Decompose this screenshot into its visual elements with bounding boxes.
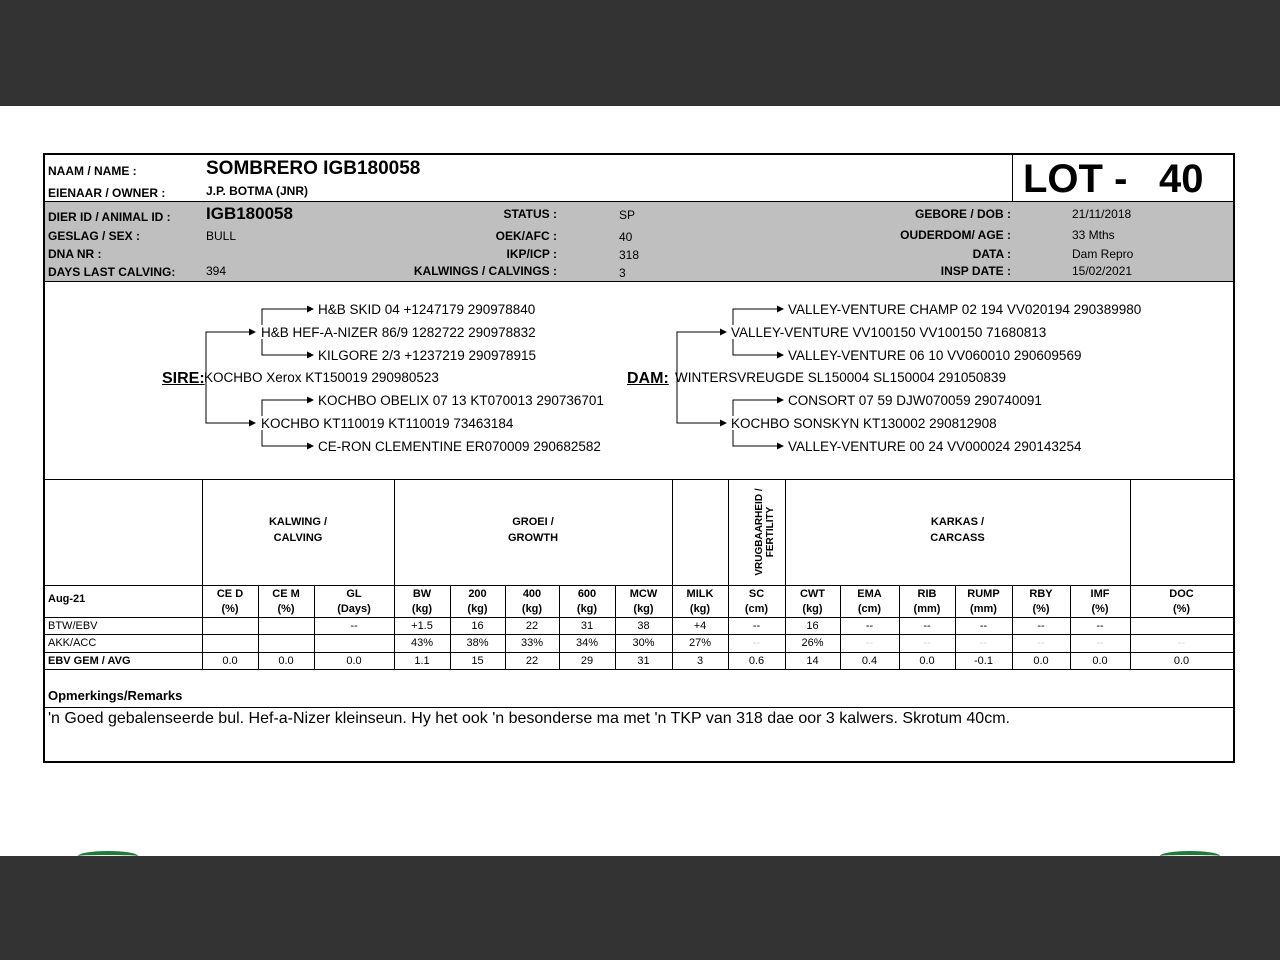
table-cell: -- xyxy=(1096,637,1104,649)
logo-arc-left xyxy=(78,851,138,861)
dam-dam-name: KOCHBO SONSKYN KT130002 290812908 xyxy=(731,416,997,431)
group-fertility-line-1: VRUGBAARHEID / xyxy=(754,488,765,576)
table-cell: -- xyxy=(350,620,358,632)
table-cell: 3 xyxy=(696,655,704,667)
table-cell: -- xyxy=(865,620,874,632)
column-header-ce-d xyxy=(202,587,258,617)
table-cell: 31 xyxy=(637,655,650,667)
sire-dam-sire-name: KOCHBO OBELIX 07 13 KT070013 290736701 xyxy=(318,393,604,408)
column-unit: (%) xyxy=(1091,603,1109,615)
table-cell: 43% xyxy=(410,637,434,649)
dam-dam-sire-name: CONSORT 07 59 DJW070059 290740091 xyxy=(788,393,1042,408)
column-header-bw xyxy=(394,587,450,617)
table-cell: 0.0 xyxy=(1173,655,1190,667)
group-fertility-header xyxy=(754,486,776,578)
period-label: Aug-21 xyxy=(48,593,86,605)
remarks-divider xyxy=(45,707,1233,708)
table-cell: 29 xyxy=(580,655,594,667)
column-unit: (%) xyxy=(221,603,239,615)
top-dark-bar xyxy=(0,0,1280,106)
column-unit: (kg) xyxy=(521,603,543,615)
column-name: IMF xyxy=(1090,588,1110,600)
table-cell: 22 xyxy=(525,655,539,667)
logo-arc-right xyxy=(1160,851,1220,861)
sex-label: GESLAG / SEX : xyxy=(48,229,141,243)
table-cell: 0.6 xyxy=(748,655,765,667)
animal-info-band xyxy=(45,202,1233,282)
group-carcass-header xyxy=(785,514,1130,546)
column-header-rib xyxy=(899,587,955,617)
column-unit: (%) xyxy=(277,603,295,615)
calvings-label: KALWINGS / CALVINGS : xyxy=(413,264,557,278)
column-header-milk xyxy=(672,587,728,617)
table-cell: -- xyxy=(752,620,761,632)
dam-sire-name: VALLEY-VENTURE VV100150 VV100150 71680813 xyxy=(731,325,1047,340)
column-header-sc xyxy=(728,587,785,617)
dob-value: 21/11/2018 xyxy=(1072,207,1132,221)
table-cell: -- xyxy=(979,637,988,649)
ebv-table xyxy=(45,480,1233,670)
table-cell: 0.4 xyxy=(861,655,878,667)
dam-name: WINTERSVREUGDE SL150004 SL150004 291050839 xyxy=(675,370,1006,385)
column-unit: (%) xyxy=(1032,603,1050,615)
column-name: CE D xyxy=(216,588,244,600)
dna-label: DNA NR : xyxy=(48,247,102,261)
column-header-cwt xyxy=(785,587,840,617)
column-unit: (mm) xyxy=(913,603,941,615)
age-value: 33 Mths xyxy=(1072,228,1115,242)
column-unit: (kg) xyxy=(802,603,823,615)
column-name: RUMP xyxy=(967,588,1000,600)
group-fertility-line-2: FERTILITY xyxy=(765,506,776,558)
owner-value: J.P. BOTMA (JNR) xyxy=(206,184,309,198)
bottom-dark-bar xyxy=(0,856,1280,960)
column-name: RIB xyxy=(917,588,937,600)
table-cell: 0.0 xyxy=(1092,655,1108,667)
table-cell: -- xyxy=(923,620,931,632)
dob-label: GEBORE / DOB : xyxy=(914,207,1011,221)
sire-dam-name: KOCHBO KT110019 KT110019 73463184 xyxy=(261,416,514,431)
column-header-gl xyxy=(314,587,394,617)
group-growth-line-1: GROEI / xyxy=(512,516,554,528)
age-label: OUDERDOM/ AGE : xyxy=(900,228,1011,242)
column-name: DOC xyxy=(1169,588,1194,600)
group-calving-line-2: CALVING xyxy=(273,532,323,544)
column-header-400 xyxy=(505,587,559,617)
remarks-text: 'n Goed gebalenseerde bul. Hef-a-Nizer kleinseun. Hy het ook 'n besonderse ma met 'n TKP van 318 dae oor 3 kalwers. Skrotum 40cm. xyxy=(48,710,1010,727)
table-cell: 22 xyxy=(525,620,539,632)
dam-sire-dam-name: VALLEY-VENTURE 06 10 VV060010 290609569 xyxy=(788,348,1082,363)
table-cell: -- xyxy=(979,620,988,632)
column-header-imf xyxy=(1070,587,1130,617)
name-label: NAAM / NAME : xyxy=(48,164,137,178)
insp-date-label: INSP DATE : xyxy=(940,264,1011,278)
table-cell: 31 xyxy=(580,620,594,632)
column-header-rby xyxy=(1012,587,1070,617)
column-name: 600 xyxy=(577,588,597,600)
column-name: 400 xyxy=(522,588,542,600)
lot-label: LOT - xyxy=(1023,157,1128,201)
table-cell: 0.0 xyxy=(919,655,935,667)
column-header-ce-m xyxy=(258,587,314,617)
column-header-mcw xyxy=(615,587,672,617)
pedigree-section xyxy=(45,282,1233,480)
lot-card xyxy=(43,153,1235,763)
card-header xyxy=(45,155,1233,202)
column-name: SC xyxy=(748,588,765,600)
column-name: 200 xyxy=(468,588,487,600)
column-unit: (kg) xyxy=(633,603,654,615)
animal-id-label: DIER ID / ANIMAL ID : xyxy=(48,210,171,224)
column-name: CE M xyxy=(272,588,300,600)
column-unit: (Days) xyxy=(337,603,371,615)
status-label: STATUS : xyxy=(503,207,557,221)
column-unit: (mm) xyxy=(970,603,997,615)
icp-label: IKP/ICP : xyxy=(506,247,557,261)
table-cell: 0.0 xyxy=(346,655,362,667)
table-cell: 30% xyxy=(632,637,655,649)
dam-sire-sire-name: VALLEY-VENTURE CHAMP 02 194 VV020194 290389980 xyxy=(788,302,1142,317)
table-cell: 0.0 xyxy=(278,655,294,667)
table-hline xyxy=(45,585,1233,586)
group-growth-header xyxy=(394,514,672,546)
column-header-600 xyxy=(559,587,615,617)
column-header-rump xyxy=(955,587,1012,617)
column-name: BW xyxy=(412,588,432,600)
table-cell: -- xyxy=(752,637,761,649)
column-header-doc xyxy=(1130,587,1233,617)
group-growth-line-2: GROWTH xyxy=(507,532,559,544)
group-calving-line-1: KALWING / xyxy=(268,516,328,528)
days-last-calving-value: 394 xyxy=(206,264,227,278)
sire-name: KOCHBO Xerox KT150019 290980523 xyxy=(204,370,439,385)
table-cell: -- xyxy=(1037,620,1045,632)
table-cell: 16 xyxy=(471,620,484,632)
group-calving-header xyxy=(202,514,394,546)
column-unit: (kg) xyxy=(576,603,598,615)
sire-sire-sire-name: H&B SKID 04 +1247179 290978840 xyxy=(318,302,536,317)
animal-id-value: IGB180058 xyxy=(206,204,293,223)
sire-sire-dam-name: KILGORE 2/3 +1237219 290978915 xyxy=(318,348,537,363)
column-name: EMA xyxy=(857,588,882,600)
table-cell: +1.5 xyxy=(411,620,433,632)
sire-label: SIRE: xyxy=(162,370,205,387)
column-unit: (cm) xyxy=(857,603,882,615)
column-unit: (kg) xyxy=(689,603,711,615)
owner-label: EIENAAR / OWNER : xyxy=(48,186,166,200)
table-cell: 34% xyxy=(575,637,599,649)
table-cell: -- xyxy=(1037,637,1045,649)
table-cell: -0.1 xyxy=(974,655,993,667)
group-carcass-line-1: KARKAS / xyxy=(930,516,985,528)
column-name: RBY xyxy=(1029,588,1053,600)
sire-dam-dam-name: CE-RON CLEMENTINE ER070009 290682582 xyxy=(318,439,601,454)
dam-label: DAM: xyxy=(627,370,669,387)
sire-sire-name: H&B HEF-A-NIZER 86/9 1282722 290978832 xyxy=(261,325,536,340)
table-cell: 27% xyxy=(688,637,712,649)
table-cell: -- xyxy=(1096,620,1104,632)
dam-dam-dam-name: VALLEY-VENTURE 00 24 VV000024 290143254 xyxy=(788,439,1082,454)
column-unit: (kg) xyxy=(411,603,433,615)
lot-box xyxy=(1012,155,1233,201)
column-header-ema xyxy=(840,587,899,617)
table-cell: 14 xyxy=(806,655,819,667)
icp-value: 318 xyxy=(619,248,640,262)
afc-value: 40 xyxy=(619,230,633,244)
lot-number: 40 xyxy=(1159,157,1204,201)
table-cell: -- xyxy=(923,637,931,649)
row-label: AKK/ACC xyxy=(48,637,97,649)
table-cell: +4 xyxy=(693,620,707,632)
afc-label: OEK/AFC : xyxy=(495,229,557,243)
data-label: DATA : xyxy=(972,247,1011,261)
column-name: MCW xyxy=(629,588,658,600)
column-name: MILK xyxy=(686,588,714,600)
status-value: SP xyxy=(619,208,636,222)
table-cell: -- xyxy=(865,637,874,649)
animal-name: SOMBRERO IGB180058 xyxy=(206,158,421,179)
insp-date-value: 15/02/2021 xyxy=(1072,264,1133,278)
row-label: BTW/EBV xyxy=(48,620,98,632)
days-last-calving-label: DAYS LAST CALVING: xyxy=(48,265,176,279)
table-cell: 0.0 xyxy=(222,655,238,667)
remarks-title: Opmerkings/Remarks xyxy=(48,688,183,703)
table-cell: 38% xyxy=(466,637,489,649)
table-cell: 26% xyxy=(801,637,824,649)
column-header-200 xyxy=(450,587,505,617)
calvings-value: 3 xyxy=(619,266,626,280)
column-unit: (kg) xyxy=(467,603,488,615)
table-cell: 33% xyxy=(520,637,544,649)
table-cell: 1.1 xyxy=(414,655,430,667)
column-name: CWT xyxy=(799,588,826,600)
column-unit: (cm) xyxy=(744,603,769,615)
column-name: GL xyxy=(346,588,362,600)
table-cell: 16 xyxy=(806,620,819,632)
table-cell: 15 xyxy=(471,655,484,667)
table-cell: 0.0 xyxy=(1033,655,1049,667)
data-value: Dam Repro xyxy=(1072,247,1134,261)
sex-value: BULL xyxy=(206,229,237,243)
column-unit: (%) xyxy=(1172,603,1191,615)
table-cell: 38 xyxy=(637,620,650,632)
row-label: EBV GEM / AVG xyxy=(48,655,131,667)
table-cell: -- xyxy=(1177,637,1186,649)
group-carcass-line-2: CARCASS xyxy=(930,532,985,544)
table-vline-group xyxy=(202,480,203,669)
